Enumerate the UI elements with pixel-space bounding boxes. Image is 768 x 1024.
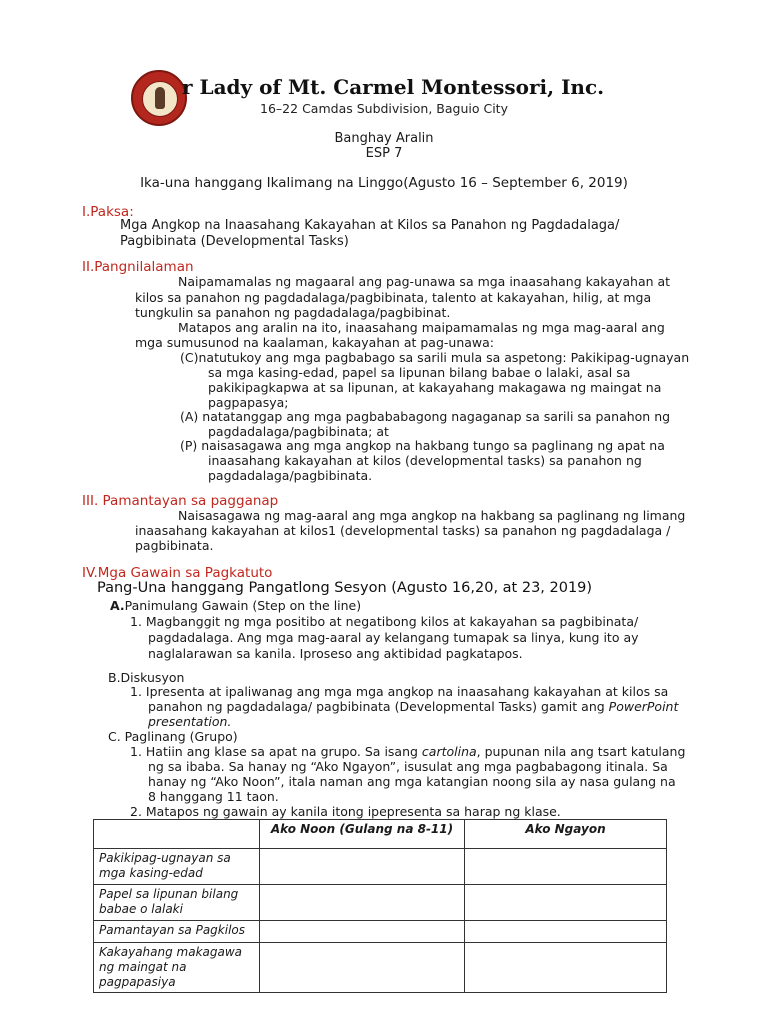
table-row xyxy=(94,885,667,921)
table-header-cell: Ako Ngayon xyxy=(465,820,667,849)
standard-text: pagbibinata. xyxy=(135,538,214,553)
activity-b-item: panahon ng pagdadalaga/ pagbibinata (Developmental Tasks) gamit ang PowerPoint xyxy=(148,699,679,714)
objective-a: (A) natatanggap ang mga pagbababagong nagaganap sa sarili sa panahon ng xyxy=(180,409,671,424)
activity-a-item: pagdadalaga. Ang mga mag-aaral ay kelangang tumapak sa linya, kung ito ay xyxy=(148,630,639,645)
activity-c-item: 2. Matapos ng gawain ay kanila itong ipepresenta sa harap ng klase. xyxy=(130,804,561,819)
school-name: r Lady of Mt. Carmel Montessori, Inc. xyxy=(182,75,605,99)
row-label: Pakikipag-ugnayan sa mga kasing-edad xyxy=(94,849,260,885)
content-text: tungkulin sa panahon ng pagdadalaga/pagbibinat. xyxy=(135,305,451,320)
content-text: Naipamamalas ng magaaral ang pag-unawa sa mga inaasahang kakayahan at xyxy=(178,274,671,289)
topic-line: Pagbibinata (Developmental Tasks) xyxy=(120,234,349,249)
table-cell[interactable] xyxy=(465,943,667,993)
activity-a-item: 1. Magbanggit ng mga positibo at negatibong kilos at kakayahan sa pagbibinata/ xyxy=(130,614,639,629)
table-header-cell xyxy=(94,820,260,849)
document-title: Banghay Aralin xyxy=(334,131,434,146)
table-header-cell: Ako Noon (Gulang na 8-11) xyxy=(260,820,465,849)
content-text: mga sumusunod na kaalaman, kakayahan at pag-unawa: xyxy=(135,335,494,350)
activity-c-item: ng sa ibaba. Sa hanay ng “Ako Ngayon”, isusulat ang mga pagbabagong itinala. Sa xyxy=(148,759,668,774)
table-cell[interactable] xyxy=(260,849,465,885)
table-cell[interactable] xyxy=(465,921,667,943)
objective-p: (P) naisasagawa ang mga angkop na hakbang tungo sa paglinang ng apat na xyxy=(180,438,665,453)
table-row xyxy=(94,921,667,943)
school-address: 16–22 Camdas Subdivision, Baguio City xyxy=(260,101,508,116)
table-header-row xyxy=(94,820,667,849)
activity-b-item: presentation. xyxy=(148,714,232,729)
objective-c: (C)natutukoy ang mga pagbabago sa sarili mula sa aspetong: Pakikipag-ugnayan xyxy=(180,350,690,365)
standard-text: inaasahang kakayahan at kilos1 (developmental tasks) sa panahon ng pagdadalaga / xyxy=(135,523,671,538)
section-heading-pangnilalaman: II.Pangnilalaman xyxy=(82,259,194,275)
table-row xyxy=(94,943,667,993)
coverage-period: Ika-una hanggang Ikalimang na Linggo(Agusto 16 – September 6, 2019) xyxy=(140,175,628,191)
objective-p: inaasahang kakayahan at kilos (developmental tasks) sa panahon ng xyxy=(208,453,642,468)
table-cell[interactable] xyxy=(465,849,667,885)
activity-b-item: 1. Ipresenta at ipaliwanag ang mga mga angkop na inaasahang kakayahan at kilos sa xyxy=(130,684,669,699)
section-heading-paksa: I.Paksa: xyxy=(82,204,134,220)
subject-code: ESP 7 xyxy=(365,146,403,161)
content-text: Matapos ang aralin na ito, inaasahang maipamamalas ng mga mag-aaral ang xyxy=(178,320,665,335)
table-cell[interactable] xyxy=(260,921,465,943)
session-heading: Pang-Una hanggang Pangatlong Sesyon (Agusto 16,20, at 23, 2019) xyxy=(97,580,593,596)
row-label: Papel sa lipunan bilang babae o lalaki xyxy=(94,885,260,921)
table-row xyxy=(94,849,667,885)
content-text: kilos sa panahon ng pagdadalaga/pagbibinata, talento at kakayahan, hilig, at mga xyxy=(135,290,652,305)
activity-a-title: A.Panimulang Gawain (Step on the line) xyxy=(110,598,362,613)
comparison-table xyxy=(93,819,667,993)
topic-line: Mga Angkop na Inaasahang Kakayahan at Kilos sa Panahon ng Pagdadalaga/ xyxy=(120,218,620,233)
activity-c-item: 8 hanggang 11 taon. xyxy=(148,789,279,804)
table-cell[interactable] xyxy=(465,885,667,921)
objective-p: pagdadalaga/pagbibinata. xyxy=(208,468,373,483)
table-cell[interactable] xyxy=(260,885,465,921)
activity-c-item: 1. Hatiin ang klase sa apat na grupo. Sa isang cartolina, pupunan nila ang tsart katulang xyxy=(130,744,686,759)
row-label: Kakayahang makagawa ng maingat na pagpapasiya xyxy=(94,943,260,993)
activity-c-item: hanay ng “Ako Noon”, itala naman ang mga katangian noong sila ay nasa gulang na xyxy=(148,774,676,789)
activity-c-title: C. Paglinang (Grupo) xyxy=(108,729,238,744)
section-heading-gawain: IV.Mga Gawain sa Pagkatuto xyxy=(82,565,273,581)
objective-c: sa mga kasing-edad, papel sa lipunan bilang babae o lalaki, asal sa xyxy=(208,365,631,380)
standard-text: Naisasagawa ng mag-aaral ang mga angkop na hakbang sa paglinang ng limang xyxy=(178,508,686,523)
activity-a-item: naglalarawan sa kanila. Iproseso ang aktibidad pagkatapos. xyxy=(148,646,523,661)
row-label: Pamantayan sa Pagkilos xyxy=(94,921,260,943)
table-cell[interactable] xyxy=(260,943,465,993)
objective-a: pagdadalaga/pagbibinata; at xyxy=(208,424,389,439)
activity-b-title: B.Diskusyon xyxy=(108,670,185,685)
section-heading-pamantayan: III. Pamantayan sa pagganap xyxy=(82,493,279,509)
objective-c: pagpapasya; xyxy=(208,395,289,410)
school-seal-icon xyxy=(131,70,187,126)
objective-c: pakikipagkapwa at sa lipunan, at kakayahang makagawa ng maingat na xyxy=(208,380,662,395)
